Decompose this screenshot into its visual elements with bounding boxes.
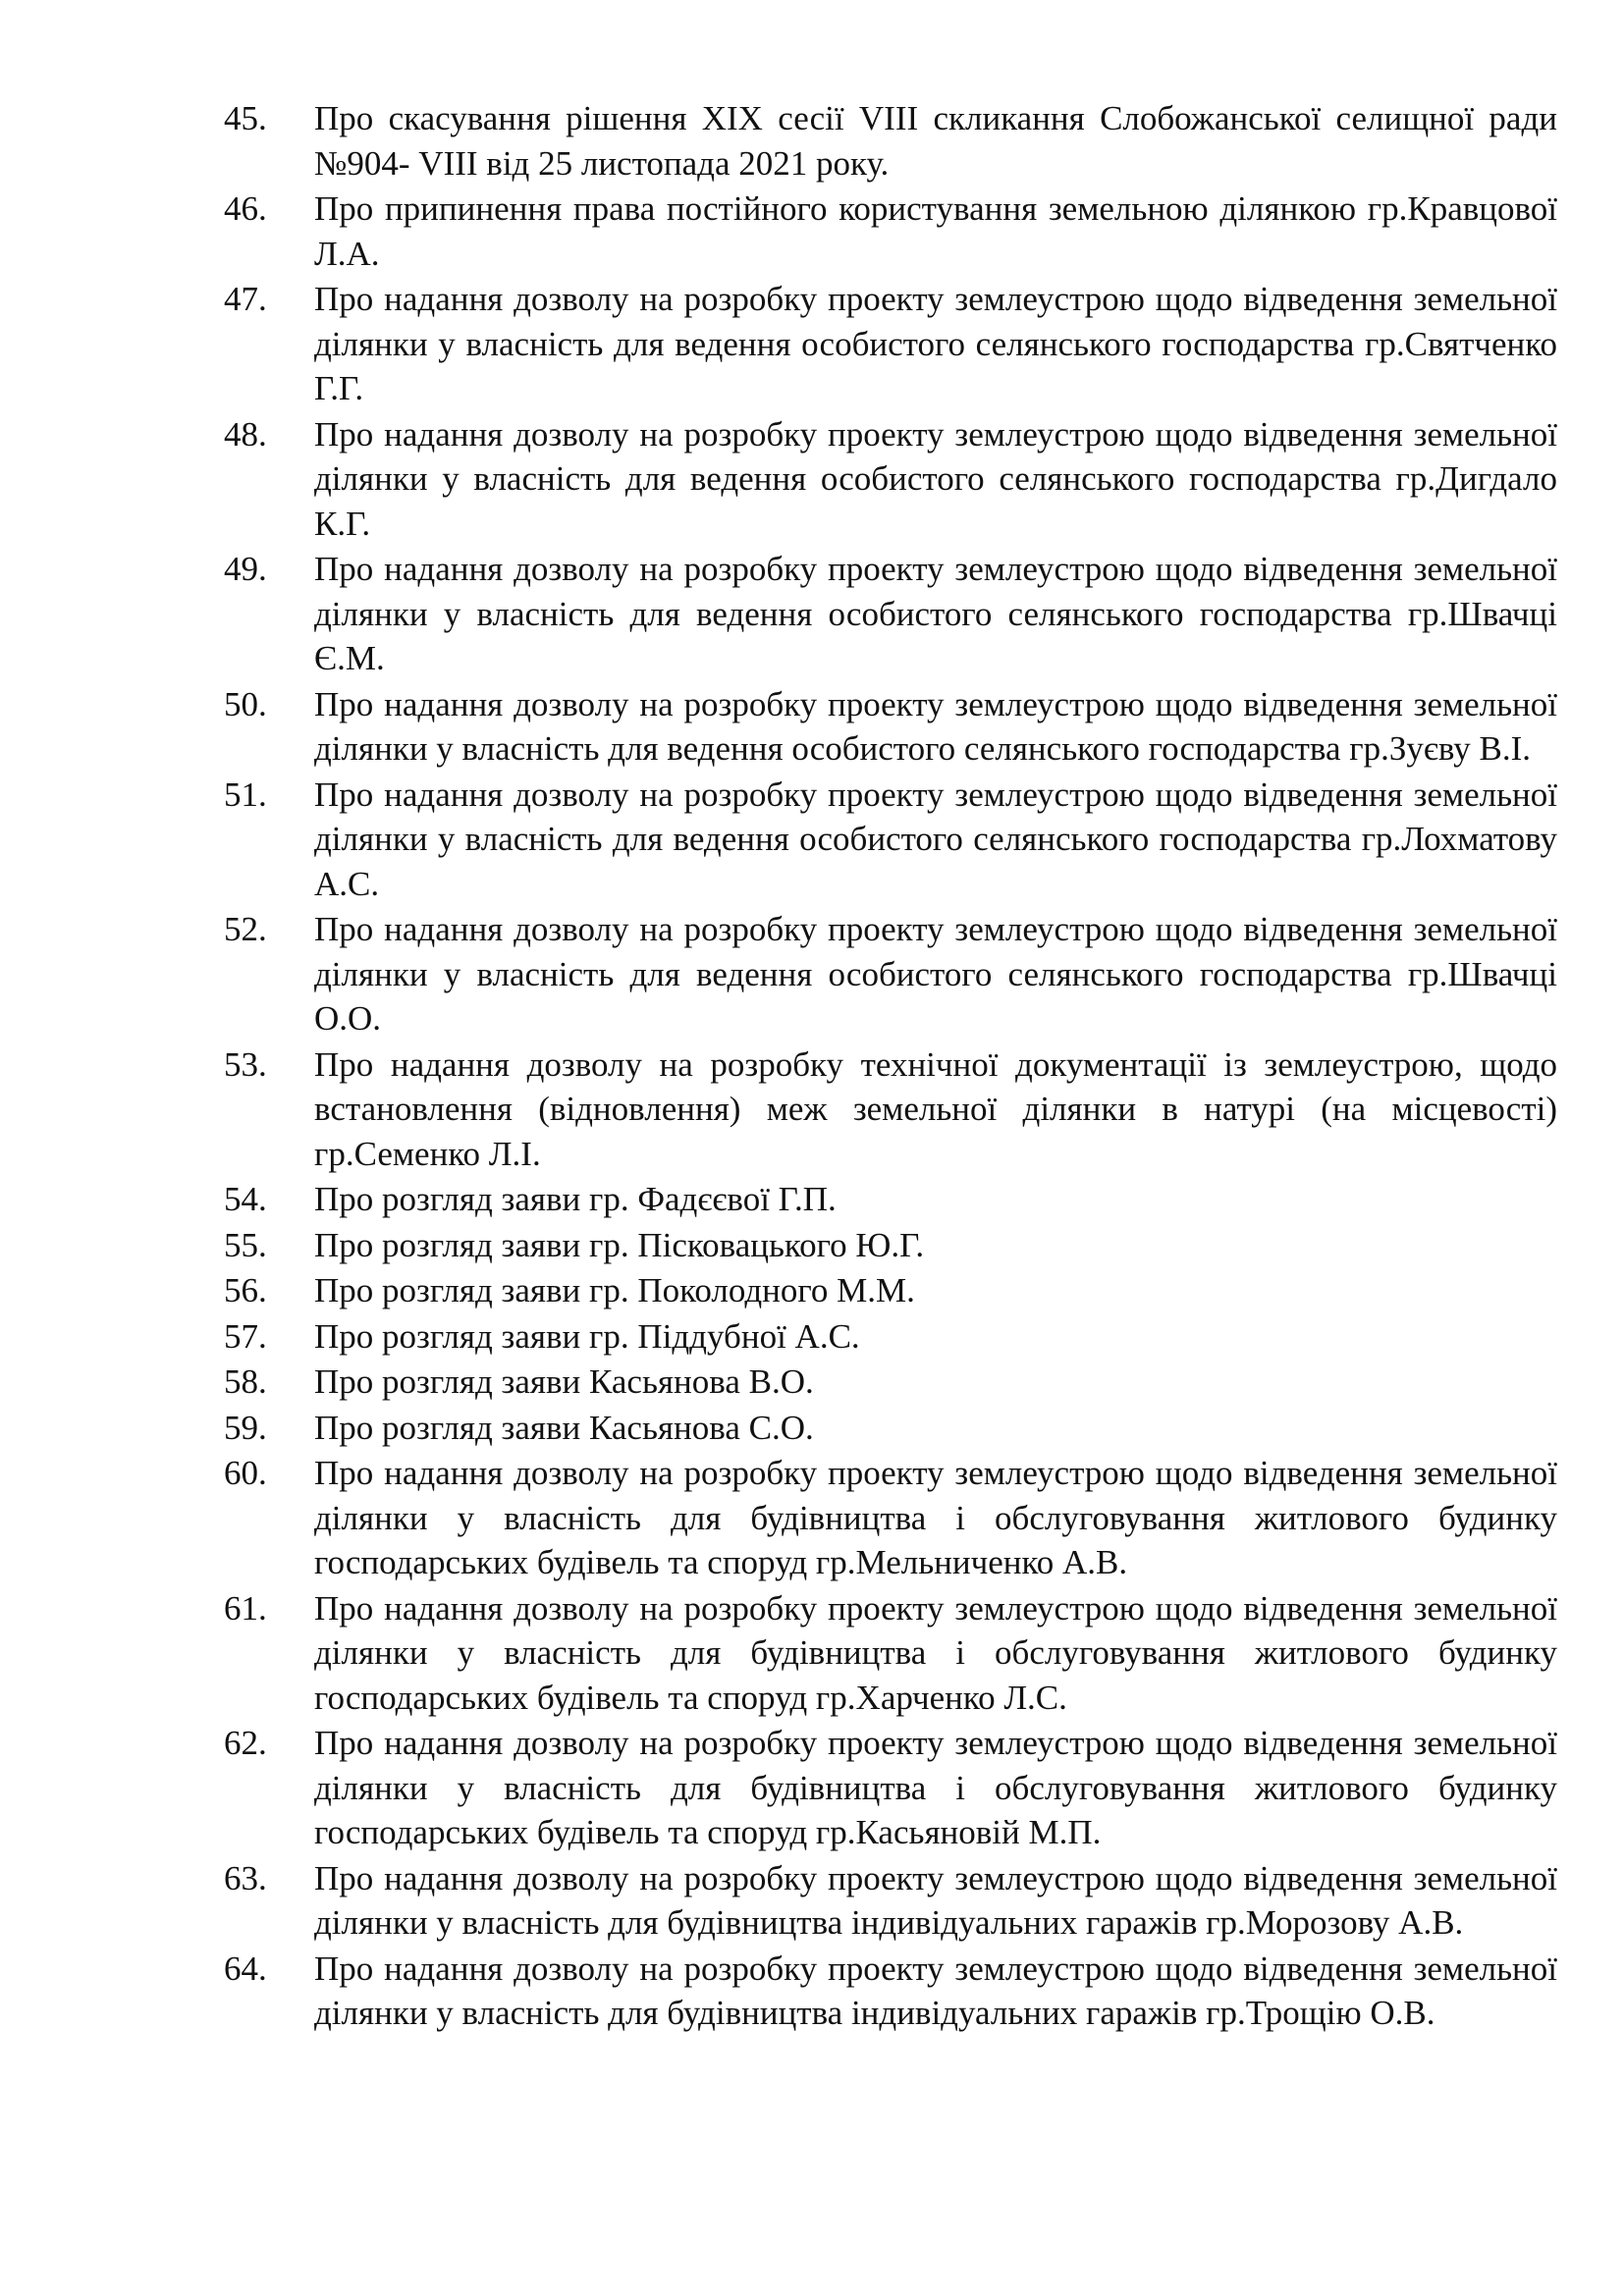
agenda-item bbox=[224, 682, 1557, 772]
agenda-item bbox=[224, 187, 1557, 276]
item-text: Про скасування рішення XIX сесії VIII скликання Слобожанської селищної ради №904- VIII від 25 листопада 2021 року. bbox=[314, 99, 1557, 183]
item-text: Про надання дозволу на розробку проекту землеустрою щодо відведення земельної ділянки у власність для будівництва і обслуговування житлового будинку господарських будівель та споруд гр.Харченко Л.С. bbox=[314, 1588, 1557, 1717]
item-text: Про розгляд заяви Касьянова С.О. bbox=[314, 1408, 814, 1447]
item-number: 58. bbox=[224, 1362, 267, 1401]
item-number: 49. bbox=[224, 550, 267, 588]
item-text: Про припинення права постійного користування земельною ділянкою гр.Кравцової Л.А. bbox=[314, 189, 1557, 273]
item-text: Про надання дозволу на розробку проекту землеустрою щодо відведення земельної ділянки у власність для ведення особистого селянського господарства гр.Лохматову А.С. bbox=[314, 774, 1557, 903]
item-number: 54. bbox=[224, 1180, 267, 1218]
item-number: 45. bbox=[224, 99, 267, 137]
item-number: 53. bbox=[224, 1044, 267, 1084]
item-text: Про надання дозволу на розробку проекту землеустрою щодо відведення земельної ділянки у власність для ведення особистого селянського господарства гр.Зуєву В.І. bbox=[314, 684, 1557, 768]
item-text: Про надання дозволу на розробку проекту землеустрою щодо відведення земельної ділянки у власність для будівництва індивідуальних гаражів гр.Морозову А.В. bbox=[314, 1858, 1557, 1942]
item-text: Про надання дозволу на розробку проекту землеустрою щодо відведення земельної ділянки у власність для ведення особистого селянського господарства гр.Дигдало К.Г. bbox=[314, 414, 1557, 543]
item-text: Про надання дозволу на розробку проекту землеустрою щодо відведення земельної ділянки у власність для будівництва і обслуговування житлового будинку господарських будівель та споруд гр.Касьяновій М.П. bbox=[314, 1724, 1557, 1851]
item-number: 47. bbox=[224, 280, 267, 318]
agenda-item bbox=[224, 1451, 1557, 1585]
agenda-item bbox=[224, 1314, 1557, 1360]
agenda-item bbox=[224, 773, 1557, 907]
agenda-item bbox=[224, 1177, 1557, 1222]
item-text: Про надання дозволу на розробку технічної документації із землеустрою, щодо встановлення (відновлення) меж земельної ділянки в натурі (на місцевості) гр.Семенко Л.І. bbox=[314, 1044, 1557, 1173]
agenda-item bbox=[224, 547, 1557, 681]
agenda-list bbox=[224, 96, 1557, 2037]
agenda-item bbox=[224, 1406, 1557, 1451]
item-number: 55. bbox=[224, 1225, 267, 1264]
agenda-item bbox=[224, 1856, 1557, 1946]
agenda-item bbox=[224, 412, 1557, 547]
item-number: 50. bbox=[224, 684, 267, 723]
item-text: Про розгляд заяви Касьянова В.О. bbox=[314, 1362, 814, 1401]
item-text: Про розгляд заяви гр. Піддубної А.С. bbox=[314, 1316, 860, 1356]
agenda-item bbox=[224, 277, 1557, 411]
item-text: Про надання дозволу на розробку проекту землеустрою щодо відведення земельної ділянки у власність для будівництва індивідуальних гаражів гр.Трощію О.В. bbox=[314, 1949, 1557, 2032]
item-text: Про розгляд заяви гр. Пісковацького Ю.Г. bbox=[314, 1225, 925, 1264]
item-text: Про розгляд заяви гр. Поколодного М.М. bbox=[314, 1271, 915, 1309]
item-number: 63. bbox=[224, 1858, 267, 1897]
item-number: 59. bbox=[224, 1408, 267, 1447]
item-number: 46. bbox=[224, 189, 267, 228]
item-number: 48. bbox=[224, 414, 267, 454]
item-text: Про розгляд заяви гр. Фадєєвої Г.П. bbox=[314, 1180, 837, 1218]
item-text: Про надання дозволу на розробку проекту землеустрою щодо відведення земельної ділянки у власність для ведення особистого селянського господарства гр.Швачці Є.М. bbox=[314, 550, 1557, 677]
agenda-item bbox=[224, 1586, 1557, 1721]
item-number: 56. bbox=[224, 1271, 267, 1309]
agenda-item bbox=[224, 1223, 1557, 1268]
agenda-item bbox=[224, 907, 1557, 1041]
agenda-item bbox=[224, 1721, 1557, 1855]
agenda-item bbox=[224, 1268, 1557, 1313]
item-number: 62. bbox=[224, 1724, 267, 1762]
item-text: Про надання дозволу на розробку проекту землеустрою щодо відведення земельної ділянки у власність для будівництва і обслуговування житлового будинку господарських будівель та споруд гр.Мельниченко А.В. bbox=[314, 1454, 1557, 1581]
item-number: 57. bbox=[224, 1316, 267, 1356]
item-text: Про надання дозволу на розробку проекту землеустрою щодо відведення земельної ділянки у власність для ведення особистого селянського господарства гр.Святченко Г.Г. bbox=[314, 280, 1557, 407]
item-number: 61. bbox=[224, 1588, 267, 1628]
item-number: 51. bbox=[224, 774, 267, 814]
item-number: 60. bbox=[224, 1454, 267, 1492]
item-text: Про надання дозволу на розробку проекту землеустрою щодо відведення земельної ділянки у власність для ведення особистого селянського господарства гр.Швачці О.О. bbox=[314, 910, 1557, 1038]
item-number: 64. bbox=[224, 1949, 267, 1988]
agenda-item bbox=[224, 1360, 1557, 1405]
agenda-item bbox=[224, 1947, 1557, 2036]
agenda-item bbox=[224, 1042, 1557, 1177]
item-number: 52. bbox=[224, 910, 267, 948]
agenda-item bbox=[224, 96, 1557, 186]
